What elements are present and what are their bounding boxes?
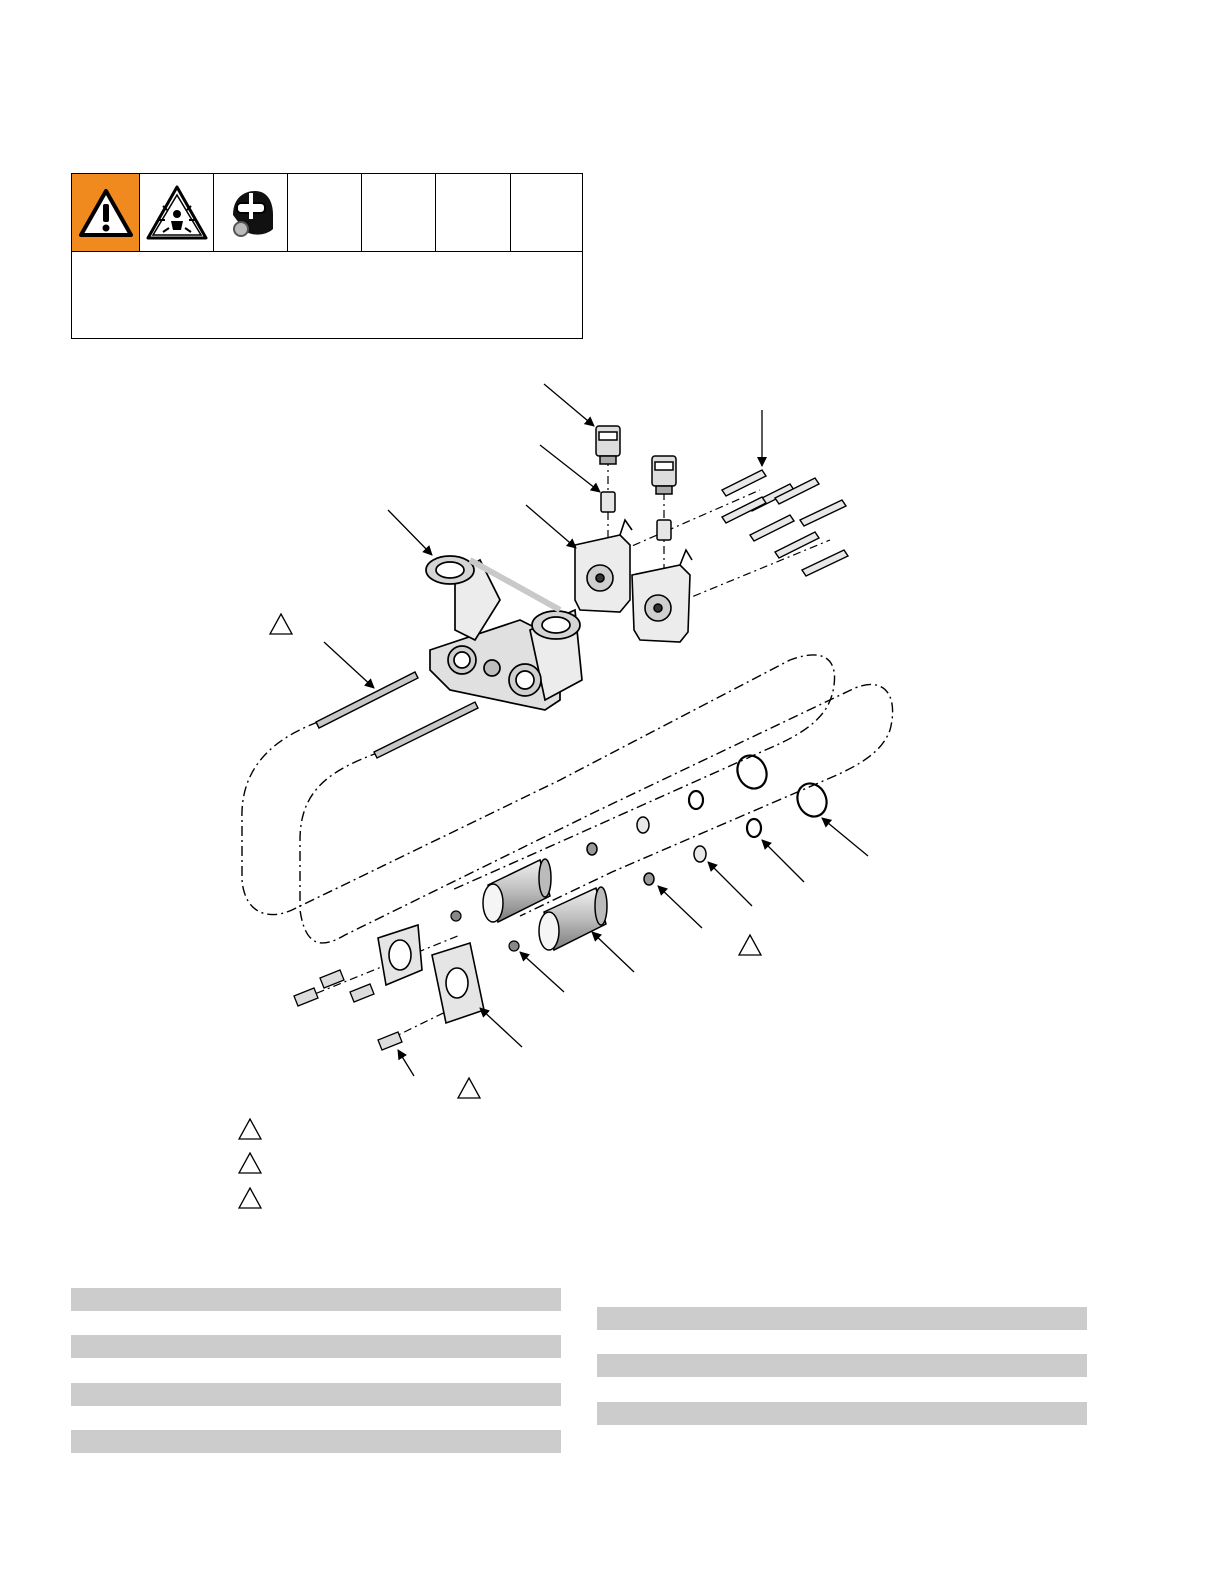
note-triangle-icon (238, 1187, 262, 1209)
valve-housing (632, 550, 692, 642)
flange (432, 943, 484, 1023)
parts-table-row-shaded (71, 1383, 561, 1406)
note-triangle-icon (238, 1118, 262, 1140)
spacer (601, 492, 615, 512)
fitting (652, 456, 676, 494)
parts-table-row-shaded (71, 1335, 561, 1358)
valve-housing (575, 520, 632, 612)
note-triangle-icon (238, 1152, 262, 1174)
cylinder (483, 859, 551, 922)
parts-table-row-shaded (71, 1430, 561, 1453)
parts-table-row-shaded (597, 1402, 1087, 1425)
o-ring (689, 751, 832, 837)
manifold (426, 556, 582, 710)
parts-table-row-shaded (597, 1354, 1087, 1377)
parts-table-row-shaded (597, 1307, 1087, 1330)
nut (509, 941, 519, 951)
nut (451, 911, 461, 921)
washer (587, 817, 706, 885)
fitting (596, 426, 620, 464)
flange (378, 925, 422, 985)
screw (722, 470, 848, 576)
parts-table-row-shaded (71, 1288, 561, 1311)
spacer (657, 520, 671, 540)
